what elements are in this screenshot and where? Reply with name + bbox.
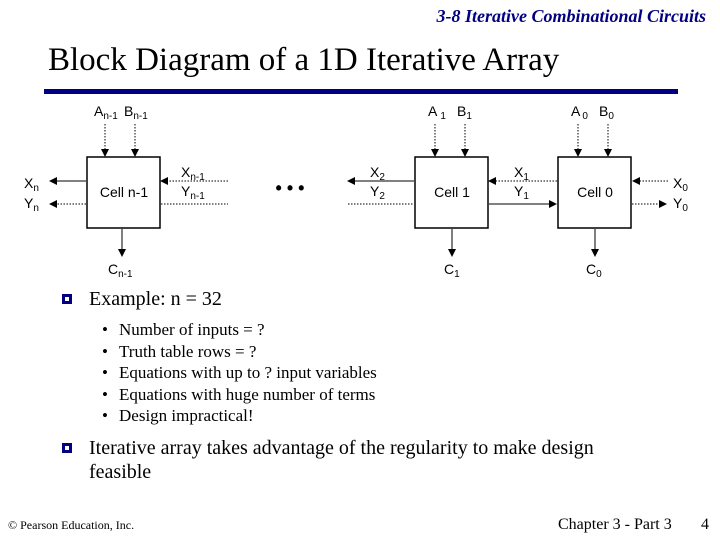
- input-a-0-label: A $_0$: [571, 103, 588, 122]
- output-c-1-label: $C_1$: [444, 261, 460, 280]
- slide-header: 3-8 Iterative Combinational Circuits: [436, 6, 706, 26]
- chapter-label: Chapter 3 - Part 3: [558, 516, 672, 533]
- cell-1-label: Cell 1: [434, 184, 470, 200]
- sub-bullet-item: • Truth table rows = ?: [102, 341, 257, 361]
- square-bullet-icon: [62, 443, 72, 453]
- input-a-n-1-label: $A_{n-1}$: [94, 103, 118, 122]
- copyright: © Pearson Education, Inc.: [8, 518, 135, 532]
- input-y-n-1-label: $Y_{n-1}$: [181, 183, 205, 202]
- sub-bullet-item: • Equations with huge number of terms: [102, 384, 376, 404]
- bullet-dot-icon: •: [102, 320, 108, 339]
- sub-bullet-item: • Equations with up to ? input variables: [102, 363, 377, 382]
- output-c-0-label: $C_0$: [586, 261, 602, 280]
- cell-0-label: Cell 0: [577, 184, 613, 200]
- sub-bullet-list: [62, 319, 649, 427]
- input-x-0-label: $X_0$: [673, 175, 688, 194]
- input-x-n-1-label: $X_{n-1}$: [181, 164, 205, 183]
- output-x-n-label: $X_n$: [24, 175, 39, 194]
- bullet-dot-icon: •: [102, 384, 108, 404]
- input-b-n-1-label: $B_{n-1}$: [124, 103, 148, 122]
- bullet-dot-icon: •: [102, 406, 108, 425]
- cells-ellipsis: • • •: [275, 178, 305, 198]
- bullet-text: Example: n = 32: [89, 288, 222, 310]
- input-y-1-label: $Y_1$: [514, 183, 529, 202]
- output-y-0-label: $Y_0$: [673, 195, 688, 214]
- bullet-dot-icon: •: [102, 341, 108, 361]
- input-b-1-label: $B_1$: [457, 103, 472, 122]
- bullet-text: Iterative array takes advantage of the regularity to make design feasible: [89, 436, 594, 483]
- bullet-example: [62, 287, 649, 311]
- square-bullet-icon: [62, 294, 72, 304]
- sub-bullet-item: • Design impractical!: [102, 406, 254, 425]
- bullet-list: [62, 287, 649, 484]
- slide-title: Block Diagram of a 1D Iterative Array: [48, 42, 560, 78]
- input-x-1-label: $X_1$: [514, 164, 529, 183]
- cell-n-1-label: Cell n-1: [99, 184, 149, 200]
- output-y-n-label: $Y_n$: [24, 195, 39, 214]
- bullet-iterative: [62, 436, 649, 484]
- input-b-0-label: $B_0$: [599, 103, 614, 122]
- output-x-2-label: $X_2$: [370, 164, 385, 183]
- page-number: 4: [701, 516, 709, 533]
- input-a-1-label: A $_1$: [428, 103, 446, 122]
- output-y-2-label: $Y_2$: [370, 183, 385, 202]
- output-c-n-1-label: $C_{n-1}$: [108, 261, 133, 280]
- sub-bullet-item: • Number of inputs = ?: [102, 320, 265, 339]
- bullet-dot-icon: •: [102, 363, 108, 382]
